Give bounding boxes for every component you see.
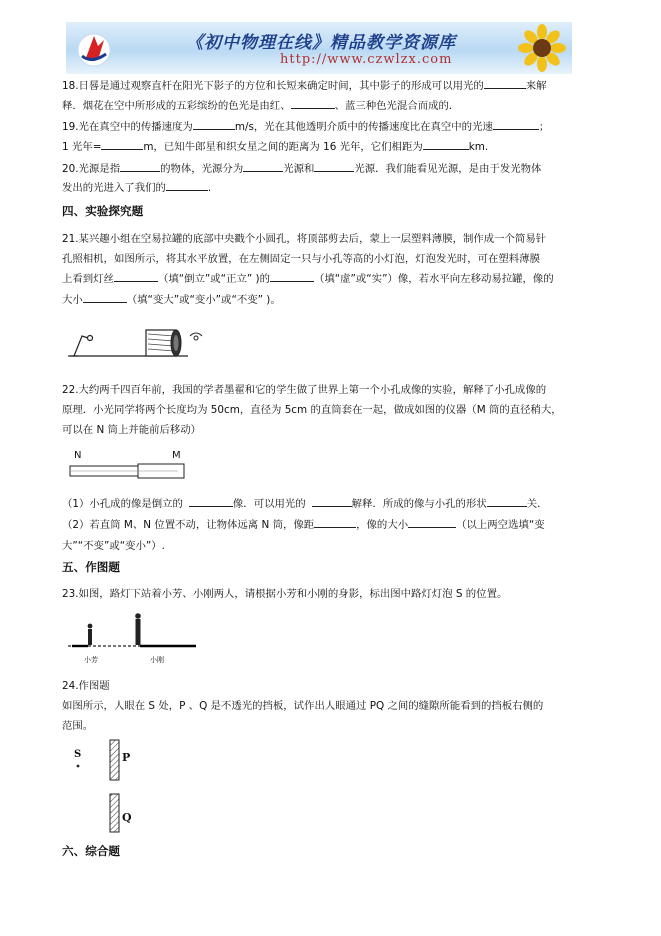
barrier-q — [110, 794, 119, 832]
banner-url[interactable]: http://www.czwlzx.com — [280, 52, 453, 67]
eye-icon — [190, 333, 202, 340]
q22-text: 关． — [526, 498, 548, 510]
q21-text: （填“虚”或“实”）像，若水平向左移动易拉罐，像的 — [313, 273, 554, 285]
tin-can — [146, 330, 181, 356]
q22-text: 解释．所成的像与小孔的形状 — [351, 498, 487, 510]
answer-blank[interactable] — [120, 160, 160, 172]
q19-line2 — [62, 137, 602, 157]
q21-line4 — [62, 290, 602, 310]
q22-sub2 — [62, 515, 602, 535]
label-xiaofang: 小芳 — [84, 656, 98, 664]
banner-title: 《初中物理在线》精品教学资源库 — [186, 33, 456, 53]
section-heading-6: 六、综合题 — [62, 844, 120, 858]
q21-text: （填“倒立”或“正立” )的 — [157, 273, 270, 285]
label-s: S — [74, 749, 82, 760]
q19-text: ； — [538, 121, 550, 133]
q20-text: 发出的光进入了我们的 — [62, 182, 166, 194]
q22-line3: 可以在 N 筒上并能前后移动） — [62, 424, 202, 436]
answer-blank[interactable] — [312, 495, 352, 507]
q20-text: 的物体，光源分为 — [160, 163, 244, 175]
barrier-p — [110, 740, 119, 780]
q18-text: 、蓝三种色光混合而成的． — [334, 100, 460, 112]
q19-text: km. — [468, 141, 489, 153]
q22-text: 像．可以用光的 — [232, 498, 306, 510]
q20-text: 光源．我们能看见光源，是由于发光物体 — [354, 163, 542, 175]
q20-text: 光源和 — [283, 163, 315, 175]
q19-text: 1 光年= — [62, 141, 102, 153]
street-lamp-figure — [68, 610, 208, 656]
q22-text: （以上两空选填“变 — [456, 519, 545, 531]
answer-blank[interactable] — [270, 270, 314, 282]
q18-text: 来解 — [525, 80, 547, 92]
answer-blank[interactable] — [193, 118, 235, 130]
pinhole-camera-figure — [68, 322, 218, 362]
q22-line2: 原理．小光同学将两个长度均为 50cm，直径为 5cm 的直筒套在一起，做成如图的仪器（M 筒的直径稍大， — [62, 404, 562, 416]
answer-blank[interactable] — [314, 160, 354, 172]
q22-line1: 22.大约两千四百年前，我国的学者墨翟和它的学生做了世界上第一个小孔成像的实验，解释了小孔成像的 — [62, 384, 547, 396]
answer-blank[interactable] — [408, 516, 456, 528]
q24-line3: 范围。 — [62, 720, 94, 732]
q18-line1 — [62, 76, 602, 96]
answer-blank[interactable] — [83, 291, 127, 303]
q19-text: m/s，光在其他透明介质中的传播速度比在真空中的光速 — [234, 121, 493, 133]
answer-blank[interactable] — [189, 495, 233, 507]
answer-blank[interactable] — [493, 118, 539, 130]
q20-line1 — [62, 159, 602, 179]
q21-text: （填“变大”或“变小”或“不变” )。 — [126, 294, 281, 306]
q21-line2: 孔照相机，如图所示，将其水平放置，在左侧固定一只与小孔等高的小灯泡，灯泡发光时，可在塑料薄膜 — [62, 253, 540, 265]
q20-text: . — [207, 182, 212, 194]
q22-text: ，像的大小 — [356, 519, 409, 531]
q22-text: （1）小孔成的像是倒立的 — [62, 498, 183, 510]
q21-text: 上看到灯丝 — [62, 273, 114, 285]
answer-blank[interactable] — [291, 97, 335, 109]
lamp-stand — [70, 336, 93, 357]
q20-text: 20.光源是指 — [62, 163, 121, 175]
sunflower-icon — [518, 24, 566, 72]
section-heading-4: 四、实验探究题 — [62, 204, 144, 218]
label-p: P — [122, 751, 131, 764]
tube-figure — [68, 462, 188, 482]
tube-label-n: N — [74, 450, 82, 461]
label-xiaogang: 小刚 — [150, 656, 164, 664]
answer-blank[interactable] — [423, 138, 469, 150]
answer-blank[interactable] — [166, 179, 208, 191]
answer-blank[interactable] — [243, 160, 283, 172]
eye-point-s — [77, 765, 80, 768]
answer-blank[interactable] — [314, 516, 356, 528]
answer-blank[interactable] — [101, 138, 143, 150]
answer-blank[interactable] — [484, 77, 526, 89]
q19-text: m，已知牛郎星和织女星之间的距离为 16 光年，它们相距为 — [143, 141, 423, 153]
section-heading-5: 五、作图题 — [62, 560, 120, 574]
person-xiaogang — [135, 613, 141, 645]
person-xiaofang — [88, 624, 93, 645]
tube-label-m: M — [172, 450, 181, 461]
q22-sub2-cont: 大”“不变”或“变小”）. — [62, 540, 165, 552]
q19-text: 19.光在真空中的传播速度为 — [62, 121, 193, 133]
q24-line2: 如图所示，人眼在 S 处，P 、Q 是不透光的挡板，试作出人眼通过 PQ 之间的缝隙所能看到的挡板右侧的 — [62, 700, 544, 712]
q21-text: 大小 — [62, 294, 83, 306]
eye-barrier-figure — [72, 738, 132, 834]
answer-blank[interactable] — [487, 495, 527, 507]
label-q: Q — [122, 811, 132, 824]
q23-line1: 23.如图，路灯下站着小芳、小刚两人，请根据小芳和小刚的身影，标出图中路灯灯泡 S 的位置。 — [62, 588, 508, 600]
header-banner — [66, 22, 572, 74]
q22-text: （2）若直筒 M、N 位置不动，让物体远离 N 筒，像距 — [62, 519, 315, 531]
q18-line2 — [62, 96, 602, 116]
q20-line2 — [62, 178, 602, 198]
q21-line3 — [62, 269, 602, 289]
q18-text: 释．烟花在空中所形成的五彩缤纷的色光是由红、 — [62, 100, 291, 112]
logo-icon — [72, 26, 116, 70]
q22-sub1 — [62, 494, 602, 514]
q19-line1 — [62, 117, 602, 137]
answer-blank[interactable] — [114, 270, 158, 282]
q18-text: 18.日晷是通过观察直杆在阳光下影子的方位和长短来确定时间，其中影子的形成可以用光的 — [62, 80, 484, 92]
q24-line1: 24.作图题 — [62, 680, 110, 692]
q21-line1: 21.某兴趣小组在空易拉罐的底部中央戳个小圆孔，将顶部剪去后，蒙上一层塑料薄膜，制作成一个简易针 — [62, 233, 547, 245]
